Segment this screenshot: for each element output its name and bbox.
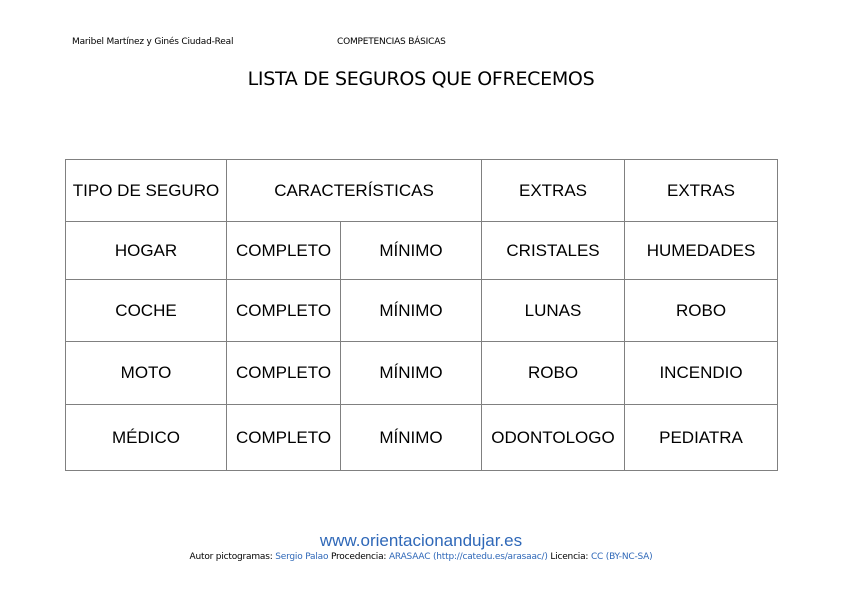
page-title: LISTA DE SEGUROS QUE OFRECEMOS [247, 68, 595, 90]
header-tipo-de-seguro: TIPO DE SEGURO [66, 160, 227, 222]
credits-licencia-label: Licencia: [550, 552, 589, 562]
cell-caracteristica-2: MÍNIMO [341, 405, 482, 471]
footer-credits [0, 552, 842, 562]
cell-caracteristica-2: MÍNIMO [341, 222, 482, 280]
header-caracteristicas: CARACTERÍSTICAS [227, 160, 482, 222]
footer-website-link[interactable]: www.orientacionandujar.es [319, 531, 523, 550]
credits-procedencia-link[interactable]: ARASAAC [388, 552, 431, 562]
insurance-table [65, 159, 778, 471]
header-subject: COMPETENCIAS BÁSICAS [337, 37, 446, 47]
cell-tipo: MOTO [66, 342, 227, 405]
cell-caracteristica-1: COMPLETO [227, 405, 341, 471]
cell-tipo: MÉDICO [66, 405, 227, 471]
credits-autor-link[interactable]: Sergio Palao [275, 552, 329, 562]
table-row [66, 280, 778, 342]
cell-tipo: HOGAR [66, 222, 227, 280]
credits-autor-label: Autor pictogramas: [189, 552, 273, 562]
cell-caracteristica-1: COMPLETO [227, 280, 341, 342]
table-row [66, 405, 778, 471]
cell-extra-2: PEDIATRA [625, 405, 778, 471]
table-header-row [66, 160, 778, 222]
credits-licencia-link[interactable]: CC (BY-NC-SA) [590, 552, 653, 562]
cell-extra-1: ODONTOLOGO [482, 405, 625, 471]
header-extras-2: EXTRAS [625, 160, 778, 222]
credits-procedencia-label: Procedencia: [330, 552, 387, 562]
cell-caracteristica-1: COMPLETO [227, 342, 341, 405]
header-extras-1: EXTRAS [482, 160, 625, 222]
cell-extra-1: ROBO [482, 342, 625, 405]
cell-caracteristica-1: COMPLETO [227, 222, 341, 280]
cell-extra-1: LUNAS [482, 280, 625, 342]
cell-tipo: COCHE [66, 280, 227, 342]
cell-extra-2: INCENDIO [625, 342, 778, 405]
table-row [66, 222, 778, 280]
cell-caracteristica-2: MÍNIMO [341, 280, 482, 342]
credits-procedencia-url[interactable]: (http://catedu.es/arasaac/) [432, 552, 548, 562]
cell-extra-2: ROBO [625, 280, 778, 342]
cell-extra-2: HUMEDADES [625, 222, 778, 280]
header-authors: Maribel Martínez y Ginés Ciudad-Real [72, 37, 234, 47]
table-row [66, 342, 778, 405]
cell-caracteristica-2: MÍNIMO [341, 342, 482, 405]
cell-extra-1: CRISTALES [482, 222, 625, 280]
